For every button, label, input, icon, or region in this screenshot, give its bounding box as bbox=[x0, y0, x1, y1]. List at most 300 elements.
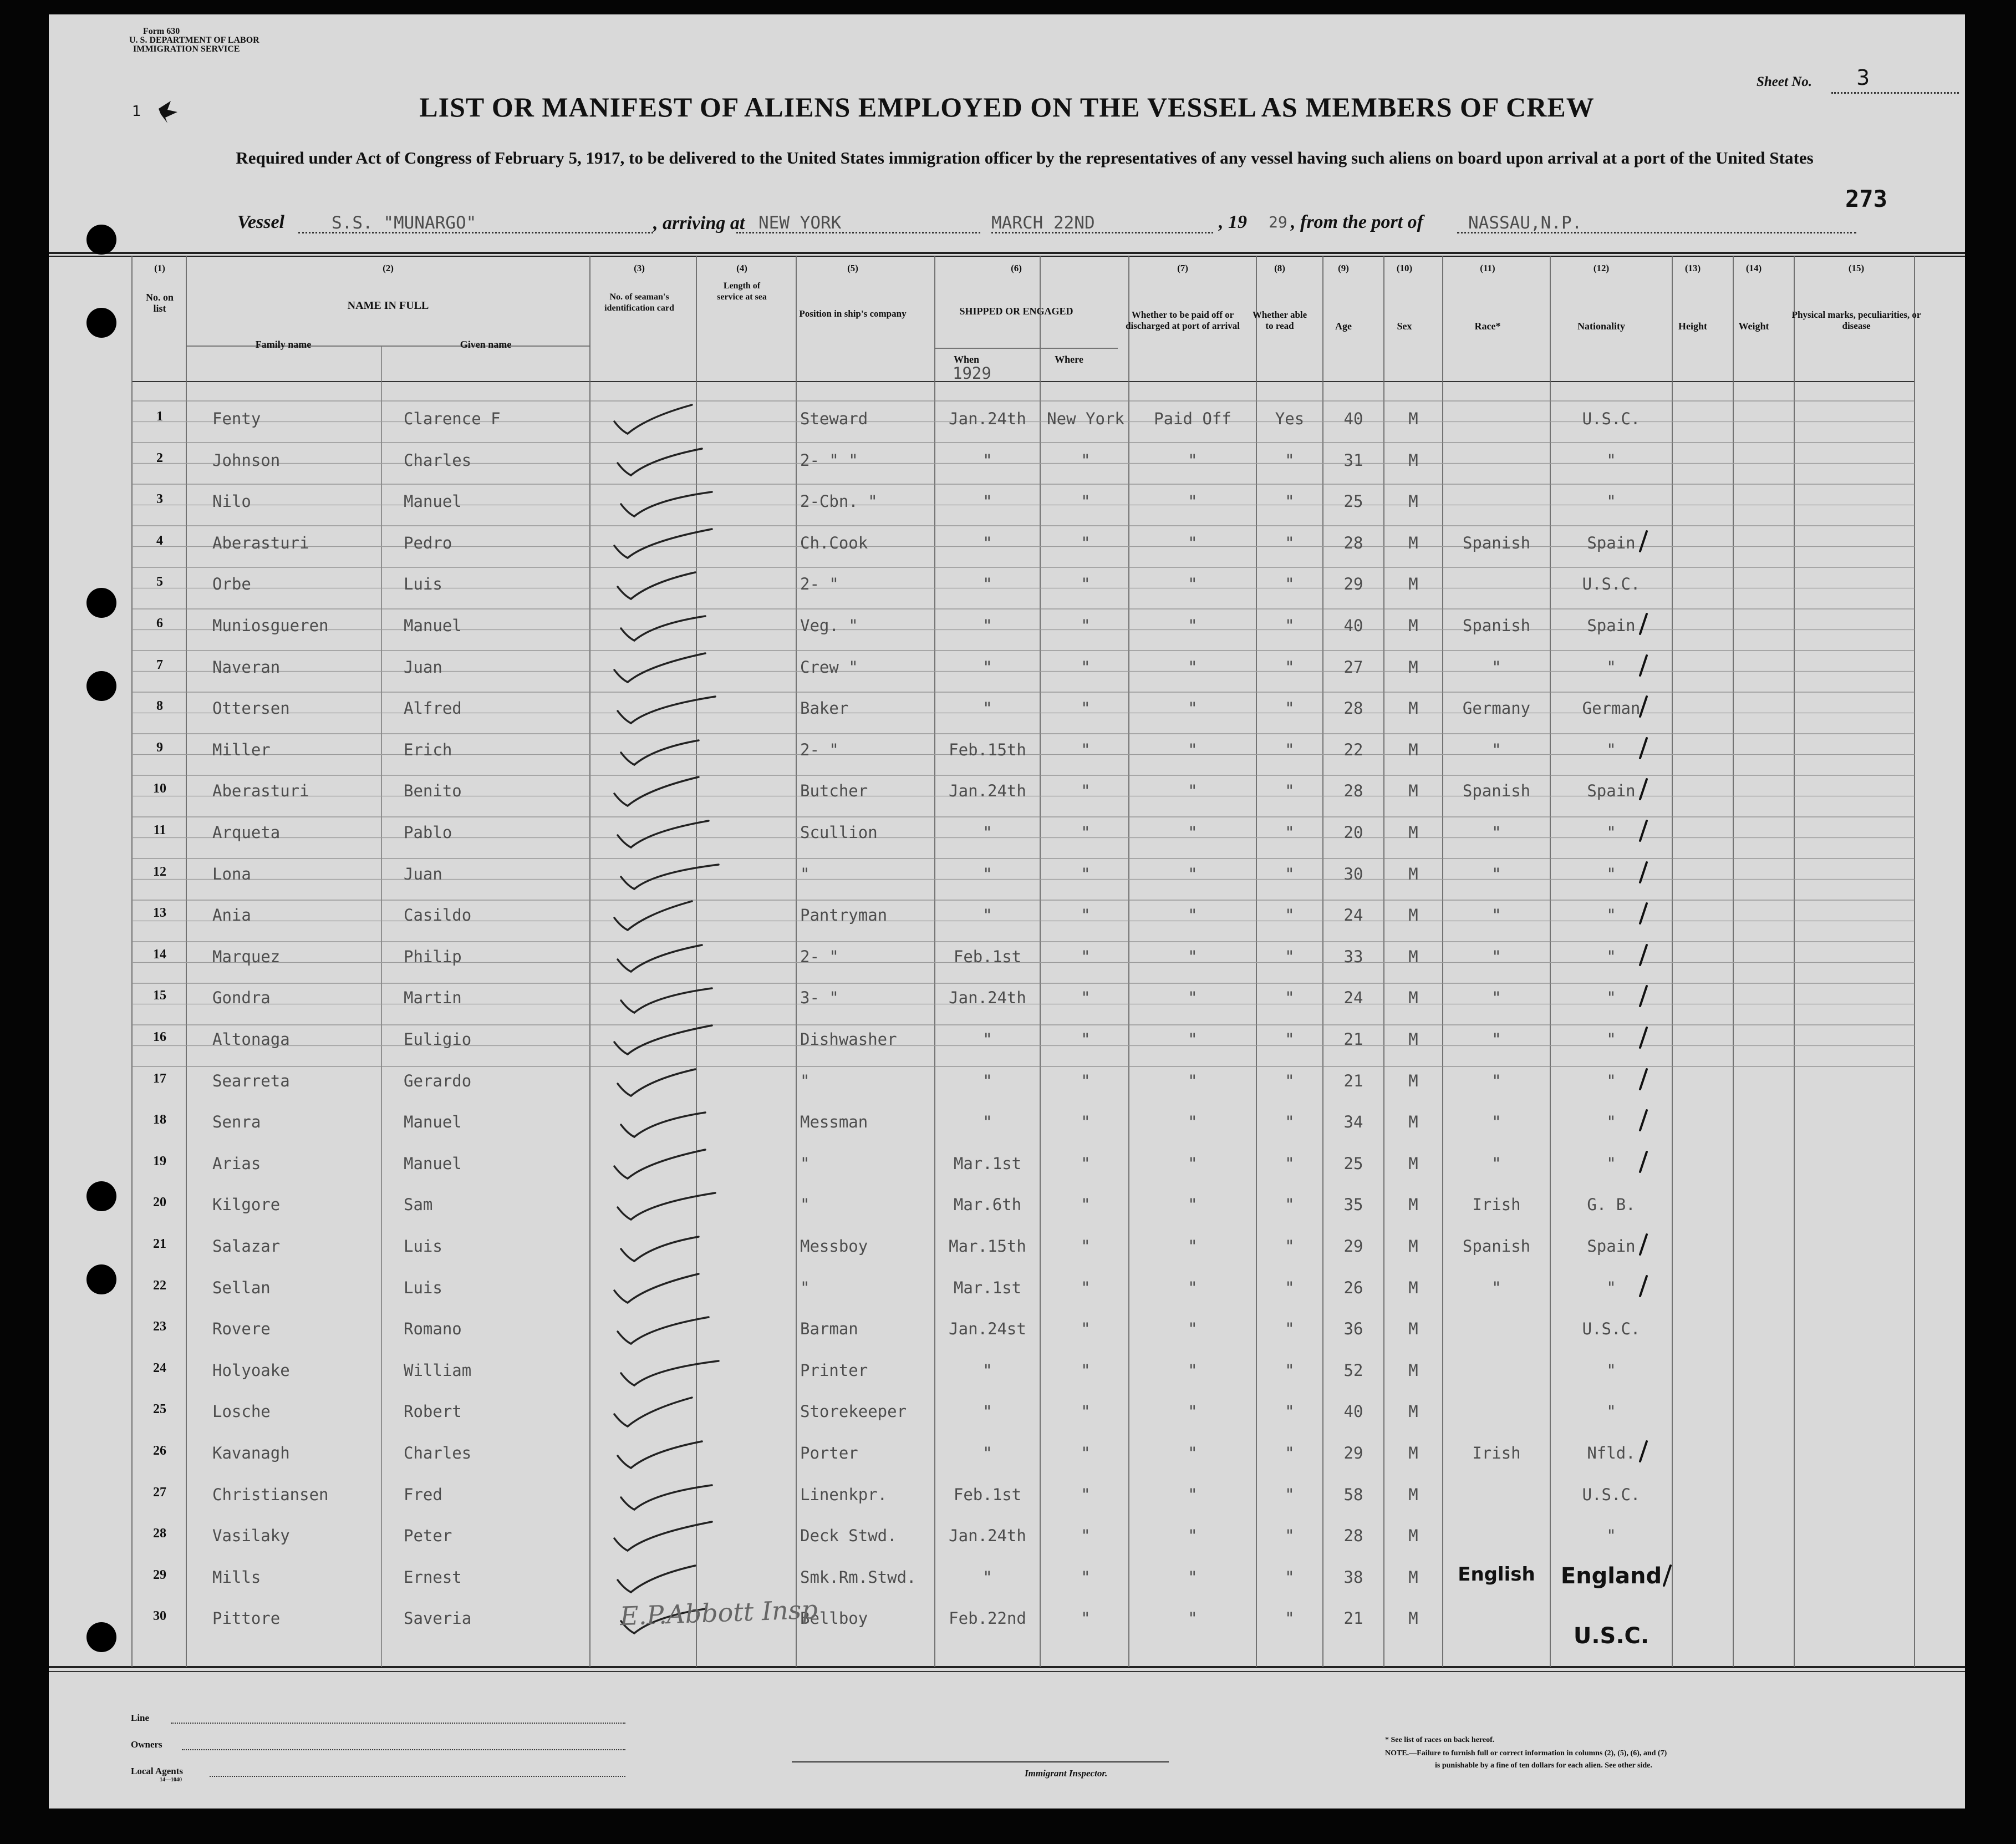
cell-family: Kilgore bbox=[212, 1195, 281, 1215]
cell-no: 24 bbox=[153, 1360, 166, 1375]
cell-given: Philip bbox=[404, 947, 462, 966]
tick-slash-icon bbox=[1636, 694, 1652, 719]
cell-position: Bellboy bbox=[800, 1609, 868, 1628]
cell-given: Euligio bbox=[404, 1030, 472, 1049]
cell-read: " bbox=[1285, 781, 1295, 801]
cell-race: " bbox=[1491, 864, 1501, 883]
cell-position: Messboy bbox=[800, 1237, 868, 1256]
cell-age: 34 bbox=[1343, 1113, 1363, 1132]
cell-paid: " bbox=[1188, 947, 1198, 966]
col-6-number: (6) bbox=[1011, 263, 1022, 273]
col-12-number: (12) bbox=[1593, 263, 1610, 273]
cell-paid: " bbox=[1188, 1485, 1198, 1504]
cell-no: 1 bbox=[156, 409, 163, 424]
cell-sex: M bbox=[1408, 1526, 1418, 1546]
cell-where: " bbox=[1081, 1567, 1091, 1587]
cell-given: Robert bbox=[404, 1402, 462, 1421]
cell-paid: " bbox=[1188, 1030, 1198, 1049]
cell-read: Yes bbox=[1275, 409, 1305, 428]
cell-no: 22 bbox=[153, 1278, 166, 1293]
cell-paid: " bbox=[1188, 1567, 1198, 1587]
check-mark-icon bbox=[609, 1022, 731, 1061]
tick-slash-icon bbox=[1636, 1274, 1652, 1298]
cell-given: Luis bbox=[404, 575, 442, 594]
cell-family: Vasilaky bbox=[212, 1526, 290, 1546]
cell-nationality: " bbox=[1606, 1113, 1616, 1132]
cell-paid: " bbox=[1188, 1278, 1198, 1297]
cell-no: 26 bbox=[153, 1444, 166, 1458]
cell-sex: M bbox=[1408, 450, 1418, 470]
cell-family: Orbe bbox=[212, 575, 251, 594]
cell-paid: " bbox=[1188, 492, 1198, 511]
cell-nationality: U.S.C. bbox=[1582, 409, 1641, 428]
cell-position: Storekeeper bbox=[800, 1402, 907, 1421]
table-row bbox=[49, 534, 1965, 556]
cell-read: " bbox=[1285, 616, 1295, 635]
cell-position: Crew " bbox=[800, 657, 858, 677]
col-5-header: Position in ship's company bbox=[799, 308, 907, 319]
col-2-number: (2) bbox=[383, 263, 394, 273]
cell-given: Martin bbox=[404, 988, 462, 1008]
cell-paid: " bbox=[1188, 1402, 1198, 1421]
cell-read: " bbox=[1285, 823, 1295, 842]
cell-paid: " bbox=[1188, 1526, 1198, 1546]
cell-paid: " bbox=[1188, 781, 1198, 801]
arrival-date: MARCH 22ND bbox=[991, 213, 1095, 233]
cell-when: " bbox=[982, 699, 992, 718]
check-mark-icon bbox=[615, 1477, 737, 1516]
cell-read: " bbox=[1285, 575, 1295, 594]
cell-sex: M bbox=[1408, 492, 1418, 511]
cell-family: Aberasturi bbox=[212, 533, 309, 552]
table-row bbox=[49, 492, 1965, 514]
cell-paid: " bbox=[1188, 740, 1198, 759]
cell-read: " bbox=[1285, 1485, 1295, 1504]
cell-where: " bbox=[1081, 1526, 1091, 1546]
cell-nationality: " bbox=[1606, 1071, 1616, 1090]
cell-given: Charles bbox=[404, 1444, 472, 1462]
cell-age: 29 bbox=[1343, 1444, 1363, 1462]
cell-when: " bbox=[982, 823, 992, 842]
inspector-label: Immigrant Inspector. bbox=[1025, 1768, 1108, 1779]
cell-age: 36 bbox=[1343, 1319, 1363, 1339]
cell-sex: M bbox=[1408, 409, 1418, 428]
col-4-header: Length of service at sea bbox=[717, 281, 767, 302]
cell-age: 40 bbox=[1343, 1402, 1363, 1421]
cell-paid: " bbox=[1188, 823, 1198, 842]
check-mark-icon bbox=[612, 443, 734, 482]
check-mark-icon bbox=[609, 898, 731, 937]
cell-when: Mar.1st bbox=[953, 1154, 1022, 1173]
cell-sex: M bbox=[1408, 1071, 1418, 1090]
cell-sex: M bbox=[1408, 988, 1418, 1008]
cell-read: " bbox=[1285, 533, 1295, 552]
cell-no: 3 bbox=[156, 492, 163, 507]
check-mark-icon bbox=[615, 608, 737, 647]
cell-read: " bbox=[1285, 1444, 1295, 1462]
cell-race: " bbox=[1491, 657, 1501, 677]
cell-race: " bbox=[1491, 1030, 1501, 1049]
cell-family: Fenty bbox=[212, 409, 261, 428]
cell-position: " bbox=[800, 1071, 810, 1090]
inspector-signature-line bbox=[792, 1761, 1169, 1762]
cell-no: 7 bbox=[156, 657, 163, 672]
cell-age: 28 bbox=[1343, 533, 1363, 552]
cell-nationality: " bbox=[1606, 1154, 1616, 1173]
cell-nationality: " bbox=[1606, 1030, 1616, 1049]
check-mark-icon bbox=[612, 691, 734, 730]
cell-when: " bbox=[982, 1567, 992, 1587]
cell-sex: M bbox=[1408, 699, 1418, 718]
cell-family: Lona bbox=[212, 864, 251, 883]
col-1-number: (1) bbox=[154, 263, 165, 273]
table-row bbox=[49, 658, 1965, 680]
cell-race: " bbox=[1491, 1113, 1501, 1132]
cell-no: 21 bbox=[153, 1237, 166, 1251]
cell-nationality: " bbox=[1606, 492, 1616, 511]
cell-family: Nilo bbox=[212, 492, 251, 511]
cell-when: Jan.24th bbox=[949, 988, 1026, 1008]
cell-position: 2- " bbox=[800, 575, 839, 594]
cell-given: Luis bbox=[404, 1278, 442, 1297]
cell-age: 21 bbox=[1343, 1071, 1363, 1090]
cell-paid: " bbox=[1188, 616, 1198, 635]
cell-position: 3- " bbox=[800, 988, 839, 1008]
cell-family: Naveran bbox=[212, 657, 281, 677]
cell-race: Irish bbox=[1472, 1195, 1521, 1215]
tick-slash-icon bbox=[1636, 860, 1652, 885]
table-row bbox=[49, 781, 1965, 804]
cell-paid: " bbox=[1188, 450, 1198, 470]
cell-read: " bbox=[1285, 1071, 1295, 1090]
footer-agents-field bbox=[210, 1776, 625, 1777]
cell-age: 52 bbox=[1343, 1360, 1363, 1380]
tick-slash-icon bbox=[1636, 612, 1652, 636]
punch-hole bbox=[86, 588, 116, 618]
cell-given: Sam bbox=[404, 1195, 433, 1215]
cell-given: William bbox=[404, 1360, 472, 1380]
cell-nationality: U.S.C. bbox=[1582, 1319, 1641, 1339]
col-13-header: Height bbox=[1678, 321, 1707, 332]
cell-nationality: U.S.C. bbox=[1582, 1485, 1641, 1504]
cell-no: 4 bbox=[156, 533, 163, 548]
cell-read: " bbox=[1285, 988, 1295, 1008]
cell-race: Spanish bbox=[1462, 781, 1531, 801]
cell-read: " bbox=[1285, 1195, 1295, 1215]
col-9-number: (9) bbox=[1338, 263, 1349, 273]
col-8-number: (8) bbox=[1274, 263, 1285, 273]
cell-race: " bbox=[1491, 1278, 1501, 1297]
cell-read: " bbox=[1285, 1567, 1295, 1587]
cell-where: " bbox=[1081, 450, 1091, 470]
cell-sex: M bbox=[1408, 864, 1418, 883]
table-row bbox=[49, 699, 1965, 721]
col-6-when-year: 1929 bbox=[953, 364, 991, 383]
cell-age: 30 bbox=[1343, 864, 1363, 883]
cell-where: " bbox=[1081, 1154, 1091, 1173]
cell-race: " bbox=[1491, 823, 1501, 842]
check-mark-icon bbox=[612, 567, 734, 606]
punch-hole bbox=[86, 308, 116, 338]
cell-where: " bbox=[1081, 947, 1091, 966]
cell-where: " bbox=[1081, 1278, 1091, 1297]
sheet-label: Sheet No. bbox=[1757, 74, 1812, 89]
note-races: * See list of races on back hereof. bbox=[1385, 1736, 1495, 1744]
cell-read: " bbox=[1285, 740, 1295, 759]
cell-given: Casildo bbox=[404, 906, 472, 925]
cell-paid: " bbox=[1188, 1444, 1198, 1462]
cell-sex: M bbox=[1408, 1195, 1418, 1215]
cell-family: Sellan bbox=[212, 1278, 271, 1297]
col-7-header: Whether to be paid off or discharged at port of arrival bbox=[1126, 309, 1240, 331]
cell-read: " bbox=[1285, 1360, 1295, 1380]
col-15-number: (15) bbox=[1848, 263, 1865, 273]
col-7-number: (7) bbox=[1177, 263, 1188, 273]
col-8-header: Whether able to read bbox=[1252, 309, 1307, 331]
cell-age: 21 bbox=[1343, 1609, 1363, 1628]
cell-no: 9 bbox=[156, 740, 163, 755]
cell-position: Ch.Cook bbox=[800, 533, 868, 552]
cell-sex: M bbox=[1408, 1113, 1418, 1132]
cell-read: " bbox=[1285, 1237, 1295, 1256]
cell-where: " bbox=[1081, 1402, 1091, 1421]
cell-nationality: U.S.C. bbox=[1582, 575, 1641, 594]
col-2-family-header: Family name bbox=[255, 339, 312, 350]
note-fine-2: is punishable by a fine of ten dollars for each alien. See other side. bbox=[1435, 1761, 1652, 1770]
cell-sex: M bbox=[1408, 740, 1418, 759]
cell-where: " bbox=[1081, 616, 1091, 635]
cell-sex: M bbox=[1408, 616, 1418, 635]
cell-age: 28 bbox=[1343, 1526, 1363, 1546]
cell-paid: " bbox=[1188, 1195, 1198, 1215]
form-subtitle: Required under Act of Congress of February 5, 1917, to be delivered to the United States immigration officer by the representatives of any vessel having such aliens on board upon arrival at a port of the United States bbox=[236, 148, 1814, 167]
table-row bbox=[49, 1444, 1965, 1466]
cell-nationality: " bbox=[1606, 988, 1616, 1008]
cell-nationality: " bbox=[1606, 823, 1616, 842]
cell-no: 8 bbox=[156, 699, 163, 714]
cell-no: 29 bbox=[153, 1567, 166, 1582]
cell-family: Ania bbox=[212, 906, 251, 925]
cell-read: " bbox=[1285, 1113, 1295, 1132]
cell-position: 2- " bbox=[800, 740, 839, 759]
cell-where: " bbox=[1081, 533, 1091, 552]
cell-where: " bbox=[1081, 1071, 1091, 1090]
footer-owners-label: Owners bbox=[131, 1739, 162, 1750]
cell-family: Mills bbox=[212, 1567, 261, 1587]
cell-nationality: " bbox=[1606, 740, 1616, 759]
cell-family: Senra bbox=[212, 1113, 261, 1132]
cell-no: 15 bbox=[153, 988, 166, 1003]
service-name: IMMIGRATION SERVICE bbox=[133, 44, 240, 54]
cell-sex: M bbox=[1408, 657, 1418, 677]
footer-line-label: Line bbox=[131, 1713, 150, 1723]
table-row bbox=[49, 1071, 1965, 1094]
col-6-header: SHIPPED OR ENGAGED bbox=[959, 306, 1073, 317]
cell-no: 18 bbox=[153, 1113, 166, 1127]
cell-nationality: " bbox=[1606, 657, 1616, 677]
cell-where: " bbox=[1081, 1030, 1091, 1049]
form-title: LIST OR MANIFEST OF ALIENS EMPLOYED ON THE VESSEL AS MEMBERS OF CREW bbox=[419, 92, 1595, 123]
tick-slash-icon bbox=[1636, 901, 1652, 926]
cell-given: Charles bbox=[404, 450, 472, 470]
tick-slash-icon bbox=[1636, 736, 1652, 760]
cell-no: 20 bbox=[153, 1195, 166, 1210]
cell-paid: " bbox=[1188, 575, 1198, 594]
cell-nationality: U.S.C. bbox=[1573, 1623, 1650, 1649]
check-mark-icon bbox=[609, 1271, 731, 1309]
cell-given: Pedro bbox=[404, 533, 452, 552]
cell-no: 28 bbox=[153, 1526, 166, 1541]
cell-race: " bbox=[1491, 906, 1501, 925]
cell-position: Butcher bbox=[800, 781, 868, 801]
table-row bbox=[49, 947, 1965, 969]
cell-sex: M bbox=[1408, 575, 1418, 594]
cell-sex: M bbox=[1408, 1278, 1418, 1297]
check-mark-icon bbox=[612, 1187, 734, 1226]
cell-family: Aberasturi bbox=[212, 781, 309, 801]
cell-when: Jan.24st bbox=[949, 1319, 1026, 1339]
cell-position: Steward bbox=[800, 409, 868, 428]
cell-age: 21 bbox=[1343, 1030, 1363, 1049]
cell-read: " bbox=[1285, 450, 1295, 470]
cell-paid: " bbox=[1188, 1113, 1198, 1132]
cell-read: " bbox=[1285, 657, 1295, 677]
check-mark-icon bbox=[615, 1229, 737, 1268]
cell-age: 31 bbox=[1343, 450, 1363, 470]
sheet-number: 3 bbox=[1856, 65, 1870, 90]
cell-where: " bbox=[1081, 1237, 1091, 1256]
vessel-label: Vessel bbox=[237, 212, 284, 232]
departure-port: NASSAU,N.P. bbox=[1468, 213, 1582, 233]
cell-paid: " bbox=[1188, 657, 1198, 677]
cell-race: " bbox=[1491, 1154, 1501, 1173]
table-row bbox=[49, 865, 1965, 887]
cell-race: " bbox=[1491, 1071, 1501, 1090]
cell-given: Manuel bbox=[404, 1113, 462, 1132]
check-mark-icon bbox=[612, 939, 734, 978]
check-mark-icon bbox=[609, 650, 731, 689]
department-name: U. S. DEPARTMENT OF LABOR bbox=[129, 35, 259, 45]
cell-given: Manuel bbox=[404, 492, 462, 511]
cell-where: " bbox=[1081, 1195, 1091, 1215]
cell-where: " bbox=[1081, 1360, 1091, 1380]
cell-given: Romano bbox=[404, 1319, 462, 1339]
cell-age: 58 bbox=[1343, 1485, 1363, 1504]
col-3-header: No. of seaman's identification card bbox=[604, 292, 674, 313]
check-mark-icon bbox=[615, 733, 737, 771]
cell-position: " bbox=[800, 1195, 810, 1215]
cell-given: Manuel bbox=[404, 616, 462, 635]
cell-paid: " bbox=[1188, 1154, 1198, 1173]
punch-hole bbox=[86, 1264, 116, 1294]
year-prefix: , 19 bbox=[1219, 212, 1247, 232]
cell-given: Fred bbox=[404, 1485, 442, 1504]
cell-given: Peter bbox=[404, 1526, 452, 1546]
col-11-header: Race* bbox=[1474, 321, 1501, 332]
cell-no: 17 bbox=[153, 1071, 166, 1086]
cell-family: Losche bbox=[212, 1402, 271, 1421]
cell-read: " bbox=[1285, 864, 1295, 883]
vessel-name: S.S. "MUNARGO" bbox=[332, 213, 477, 233]
cell-when: Feb.1st bbox=[953, 1485, 1022, 1504]
cell-position: Barman bbox=[800, 1319, 858, 1339]
cell-when: Feb.22nd bbox=[949, 1609, 1026, 1628]
cell-age: 20 bbox=[1343, 823, 1363, 842]
cell-position: 2- " " bbox=[800, 450, 858, 470]
cell-read: " bbox=[1285, 1526, 1295, 1546]
cell-where: " bbox=[1081, 657, 1091, 677]
cell-where: New York bbox=[1047, 409, 1124, 428]
cell-no: 19 bbox=[153, 1154, 166, 1169]
col-9-header: Age bbox=[1335, 321, 1352, 332]
cell-nationality: " bbox=[1606, 1278, 1616, 1297]
cell-sex: M bbox=[1408, 1030, 1418, 1049]
cell-given: Clarence F bbox=[404, 409, 501, 428]
cell-sex: M bbox=[1408, 533, 1418, 552]
note-fine-1: NOTE.—Failure to furnish full or correct information in columns (2), (5), (6), and (7) bbox=[1385, 1749, 1667, 1757]
cell-position: " bbox=[800, 864, 810, 883]
cell-position: Pantryman bbox=[800, 906, 888, 925]
cell-paid: " bbox=[1188, 1237, 1198, 1256]
cell-race: English bbox=[1458, 1563, 1535, 1586]
col-10-header: Sex bbox=[1397, 321, 1412, 332]
cell-nationality: G. B. bbox=[1587, 1195, 1636, 1215]
cell-family: Miller bbox=[212, 740, 271, 759]
cell-age: 38 bbox=[1343, 1567, 1363, 1587]
punch-hole bbox=[86, 1181, 116, 1211]
cell-where: " bbox=[1081, 823, 1091, 842]
cell-race: Spanish bbox=[1462, 616, 1531, 635]
cell-where: " bbox=[1081, 1485, 1091, 1504]
cell-paid: " bbox=[1188, 988, 1198, 1008]
table-row bbox=[49, 740, 1965, 763]
tick-slash-icon bbox=[1659, 1563, 1676, 1588]
cell-age: 40 bbox=[1343, 409, 1363, 428]
tick-slash-icon bbox=[1636, 529, 1652, 553]
footer-owners-field bbox=[182, 1749, 625, 1750]
cell-race: Spanish bbox=[1462, 533, 1531, 552]
tick-slash-icon bbox=[1636, 653, 1652, 678]
cell-read: " bbox=[1285, 947, 1295, 966]
cell-when: " bbox=[982, 906, 992, 925]
cell-read: " bbox=[1285, 492, 1295, 511]
cell-when: " bbox=[982, 1071, 992, 1090]
cell-no: 10 bbox=[153, 781, 166, 796]
cell-nationality: Spain bbox=[1587, 533, 1636, 552]
cell-family: Marquez bbox=[212, 947, 281, 966]
cell-nationality: " bbox=[1606, 906, 1616, 925]
cell-sex: M bbox=[1408, 823, 1418, 842]
footer-line-field bbox=[171, 1723, 625, 1724]
cell-when: " bbox=[982, 657, 992, 677]
cell-sex: M bbox=[1408, 1609, 1418, 1628]
cell-where: " bbox=[1081, 492, 1091, 511]
cell-age: 33 bbox=[1343, 947, 1363, 966]
table-row bbox=[49, 1563, 1965, 1590]
col-4-number: (4) bbox=[736, 263, 747, 273]
cell-age: 26 bbox=[1343, 1278, 1363, 1297]
check-mark-icon bbox=[609, 1146, 731, 1185]
cell-sex: M bbox=[1408, 906, 1418, 925]
tick-slash-icon bbox=[1636, 777, 1652, 801]
cell-no: 16 bbox=[153, 1030, 166, 1044]
cell-nationality: " bbox=[1606, 1526, 1616, 1546]
cell-no: 11 bbox=[153, 823, 166, 837]
footer-agents-label: Local Agents bbox=[131, 1766, 183, 1776]
check-mark-icon bbox=[615, 981, 737, 1019]
check-mark-icon bbox=[615, 1105, 737, 1144]
cell-when: Feb.1st bbox=[953, 947, 1022, 966]
